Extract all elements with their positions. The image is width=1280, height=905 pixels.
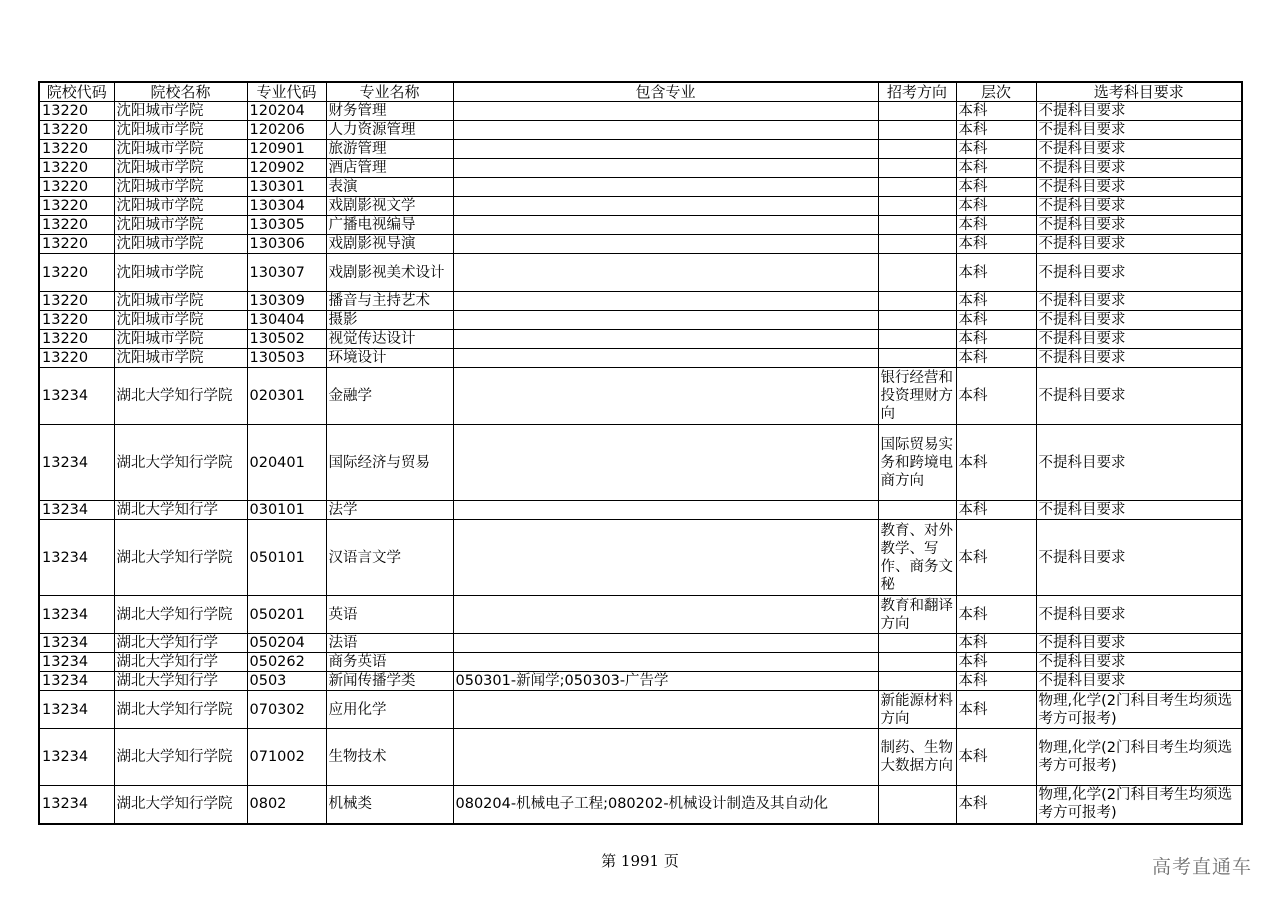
table-row (39, 501, 1242, 520)
cell-major-name: 戏剧影视美术设计 (326, 254, 453, 292)
cell-school-code: 13234 (39, 520, 114, 596)
cell-school-name: 沈阳城市学院 (114, 330, 247, 349)
cell-major-name: 法语 (326, 634, 453, 653)
cell-included-majors (453, 197, 878, 216)
cell-included-majors (453, 311, 878, 330)
header-subject-requirement: 选考科目要求 (1036, 82, 1242, 102)
cell-major-name: 戏剧影视文学 (326, 197, 453, 216)
cell-direction (878, 178, 956, 197)
cell-included-majors (453, 216, 878, 235)
cell-subject-requirement: 不提科目要求 (1036, 216, 1242, 235)
cell-major-code: 130304 (247, 197, 326, 216)
cell-subject-requirement: 不提科目要求 (1036, 425, 1242, 501)
cell-major-name: 戏剧影视导演 (326, 235, 453, 254)
cell-school-code: 13234 (39, 786, 114, 824)
cell-direction (878, 311, 956, 330)
cell-direction (878, 653, 956, 672)
cell-subject-requirement: 不提科目要求 (1036, 672, 1242, 691)
cell-school-code: 13220 (39, 121, 114, 140)
table-row (39, 197, 1242, 216)
cell-level: 本科 (956, 140, 1036, 159)
cell-major-code: 030101 (247, 501, 326, 520)
cell-level: 本科 (956, 368, 1036, 425)
cell-direction: 教育和翻译方向 (878, 596, 956, 634)
cell-subject-requirement: 不提科目要求 (1036, 235, 1242, 254)
cell-level: 本科 (956, 653, 1036, 672)
cell-major-name: 表演 (326, 178, 453, 197)
cell-included-majors (453, 292, 878, 311)
cell-included-majors (453, 520, 878, 596)
cell-major-name: 摄影 (326, 311, 453, 330)
cell-level: 本科 (956, 786, 1036, 824)
cell-subject-requirement: 不提科目要求 (1036, 634, 1242, 653)
table-row (39, 102, 1242, 121)
cell-major-code: 050101 (247, 520, 326, 596)
cell-included-majors: 080204-机械电子工程;080202-机械设计制造及其自动化 (453, 786, 878, 824)
cell-school-name: 沈阳城市学院 (114, 197, 247, 216)
cell-school-code: 13220 (39, 330, 114, 349)
table-row (39, 349, 1242, 368)
cell-major-code: 020401 (247, 425, 326, 501)
cell-major-code: 130307 (247, 254, 326, 292)
cell-subject-requirement: 不提科目要求 (1036, 178, 1242, 197)
cell-subject-requirement: 不提科目要求 (1036, 254, 1242, 292)
cell-school-name: 湖北大学知行学院 (114, 596, 247, 634)
cell-major-name: 法学 (326, 501, 453, 520)
cell-school-code: 13234 (39, 501, 114, 520)
cell-level: 本科 (956, 254, 1036, 292)
watermark: 高考直通车 (1151, 856, 1252, 878)
cell-school-code: 13234 (39, 425, 114, 501)
cell-level: 本科 (956, 520, 1036, 596)
table-row (39, 786, 1242, 824)
header-major-name: 专业名称 (326, 82, 453, 102)
cell-school-code: 13234 (39, 691, 114, 729)
cell-school-name: 沈阳城市学院 (114, 102, 247, 121)
cell-direction: 银行经营和投资理财方向 (878, 368, 956, 425)
cell-major-name: 新闻传播学类 (326, 672, 453, 691)
cell-school-name: 湖北大学知行学 (114, 501, 247, 520)
cell-major-name: 环境设计 (326, 349, 453, 368)
table-row (39, 634, 1242, 653)
cell-subject-requirement: 不提科目要求 (1036, 520, 1242, 596)
cell-included-majors (453, 501, 878, 520)
cell-direction (878, 140, 956, 159)
cell-level: 本科 (956, 121, 1036, 140)
table-row (39, 235, 1242, 254)
cell-school-code: 13234 (39, 729, 114, 786)
cell-included-majors (453, 102, 878, 121)
cell-major-code: 070302 (247, 691, 326, 729)
cell-included-majors (453, 159, 878, 178)
cell-major-name: 金融学 (326, 368, 453, 425)
cell-school-name: 沈阳城市学院 (114, 349, 247, 368)
cell-included-majors (453, 121, 878, 140)
cell-direction: 制药、生物大数据方向 (878, 729, 956, 786)
cell-level: 本科 (956, 102, 1036, 121)
cell-subject-requirement: 不提科目要求 (1036, 159, 1242, 178)
table-row (39, 330, 1242, 349)
cell-school-name: 湖北大学知行学院 (114, 786, 247, 824)
cell-major-code: 050204 (247, 634, 326, 653)
cell-included-majors (453, 425, 878, 501)
cell-school-name: 湖北大学知行学 (114, 672, 247, 691)
cell-level: 本科 (956, 729, 1036, 786)
cell-major-name: 英语 (326, 596, 453, 634)
table-row (39, 159, 1242, 178)
cell-subject-requirement: 不提科目要求 (1036, 596, 1242, 634)
cell-level: 本科 (956, 425, 1036, 501)
cell-school-name: 湖北大学知行学院 (114, 368, 247, 425)
cell-school-code: 13220 (39, 102, 114, 121)
cell-included-majors (453, 368, 878, 425)
cell-level: 本科 (956, 235, 1036, 254)
cell-major-code: 120901 (247, 140, 326, 159)
table-row (39, 425, 1242, 501)
cell-major-code: 130309 (247, 292, 326, 311)
cell-school-code: 13220 (39, 159, 114, 178)
cell-direction: 国际贸易实务和跨境电商方向 (878, 425, 956, 501)
cell-school-code: 13220 (39, 349, 114, 368)
cell-subject-requirement: 不提科目要求 (1036, 501, 1242, 520)
cell-school-name: 湖北大学知行学 (114, 653, 247, 672)
cell-major-name: 汉语言文学 (326, 520, 453, 596)
admission-table (38, 81, 1243, 825)
cell-major-code: 130301 (247, 178, 326, 197)
table-row (39, 254, 1242, 292)
cell-included-majors (453, 330, 878, 349)
cell-major-code: 120204 (247, 102, 326, 121)
cell-major-code: 0503 (247, 672, 326, 691)
cell-school-name: 沈阳城市学院 (114, 140, 247, 159)
cell-major-name: 人力资源管理 (326, 121, 453, 140)
cell-school-name: 湖北大学知行学院 (114, 425, 247, 501)
cell-direction (878, 235, 956, 254)
cell-school-name: 湖北大学知行学院 (114, 691, 247, 729)
cell-included-majors (453, 254, 878, 292)
cell-major-code: 130306 (247, 235, 326, 254)
cell-level: 本科 (956, 672, 1036, 691)
cell-direction (878, 159, 956, 178)
cell-major-code: 130503 (247, 349, 326, 368)
cell-level: 本科 (956, 349, 1036, 368)
cell-school-code: 13234 (39, 634, 114, 653)
cell-school-name: 沈阳城市学院 (114, 216, 247, 235)
cell-school-name: 沈阳城市学院 (114, 311, 247, 330)
header-school-code: 院校代码 (39, 82, 114, 102)
header-row (39, 82, 1242, 102)
cell-school-code: 13220 (39, 254, 114, 292)
cell-school-name: 沈阳城市学院 (114, 235, 247, 254)
cell-direction (878, 330, 956, 349)
cell-direction (878, 121, 956, 140)
cell-direction (878, 501, 956, 520)
table-row (39, 653, 1242, 672)
cell-school-name: 沈阳城市学院 (114, 254, 247, 292)
table-row (39, 520, 1242, 596)
cell-level: 本科 (956, 292, 1036, 311)
cell-major-name: 广播电视编导 (326, 216, 453, 235)
cell-subject-requirement: 物理,化学(2门科目考生均须选考方可报考) (1036, 729, 1242, 786)
cell-major-code: 130305 (247, 216, 326, 235)
header-major-code: 专业代码 (247, 82, 326, 102)
cell-major-name: 播音与主持艺术 (326, 292, 453, 311)
cell-direction: 教育、对外教学、写作、商务文秘 (878, 520, 956, 596)
cell-level: 本科 (956, 330, 1036, 349)
cell-major-code: 050201 (247, 596, 326, 634)
cell-school-code: 13220 (39, 216, 114, 235)
cell-included-majors (453, 178, 878, 197)
cell-school-code: 13234 (39, 596, 114, 634)
cell-subject-requirement: 不提科目要求 (1036, 330, 1242, 349)
cell-school-name: 湖北大学知行学院 (114, 729, 247, 786)
cell-major-code: 071002 (247, 729, 326, 786)
cell-subject-requirement: 不提科目要求 (1036, 368, 1242, 425)
cell-major-name: 国际经济与贸易 (326, 425, 453, 501)
cell-subject-requirement: 物理,化学(2门科目考生均须选考方可报考) (1036, 786, 1242, 824)
cell-major-code: 130404 (247, 311, 326, 330)
cell-direction (878, 786, 956, 824)
cell-level: 本科 (956, 634, 1036, 653)
cell-school-name: 湖北大学知行学 (114, 634, 247, 653)
cell-included-majors: 050301-新闻学;050303-广告学 (453, 672, 878, 691)
header-school-name: 院校名称 (114, 82, 247, 102)
cell-included-majors (453, 235, 878, 254)
cell-major-code: 0802 (247, 786, 326, 824)
cell-direction (878, 216, 956, 235)
cell-school-code: 13234 (39, 672, 114, 691)
table-row (39, 368, 1242, 425)
table-row (39, 311, 1242, 330)
cell-school-code: 13220 (39, 197, 114, 216)
header-included-majors: 包含专业 (453, 82, 878, 102)
cell-subject-requirement: 物理,化学(2门科目考生均须选考方可报考) (1036, 691, 1242, 729)
cell-school-code: 13220 (39, 178, 114, 197)
cell-direction (878, 254, 956, 292)
cell-level: 本科 (956, 216, 1036, 235)
cell-major-code: 020301 (247, 368, 326, 425)
table-row (39, 216, 1242, 235)
cell-level: 本科 (956, 501, 1036, 520)
cell-subject-requirement: 不提科目要求 (1036, 197, 1242, 216)
cell-school-name: 沈阳城市学院 (114, 121, 247, 140)
cell-subject-requirement: 不提科目要求 (1036, 140, 1242, 159)
cell-included-majors (453, 634, 878, 653)
cell-level: 本科 (956, 596, 1036, 634)
table-row (39, 691, 1242, 729)
cell-school-name: 沈阳城市学院 (114, 159, 247, 178)
cell-major-name: 生物技术 (326, 729, 453, 786)
table-row (39, 596, 1242, 634)
cell-included-majors (453, 596, 878, 634)
cell-school-code: 13234 (39, 653, 114, 672)
cell-level: 本科 (956, 159, 1036, 178)
cell-included-majors (453, 653, 878, 672)
cell-level: 本科 (956, 691, 1036, 729)
cell-school-code: 13234 (39, 368, 114, 425)
cell-subject-requirement: 不提科目要求 (1036, 349, 1242, 368)
cell-direction (878, 349, 956, 368)
cell-direction (878, 292, 956, 311)
cell-subject-requirement: 不提科目要求 (1036, 102, 1242, 121)
cell-school-name: 沈阳城市学院 (114, 292, 247, 311)
cell-subject-requirement: 不提科目要求 (1036, 653, 1242, 672)
table-row (39, 178, 1242, 197)
cell-major-name: 财务管理 (326, 102, 453, 121)
table-row (39, 121, 1242, 140)
cell-included-majors (453, 691, 878, 729)
cell-direction (878, 197, 956, 216)
cell-subject-requirement: 不提科目要求 (1036, 311, 1242, 330)
cell-school-name: 湖北大学知行学院 (114, 520, 247, 596)
cell-school-code: 13220 (39, 311, 114, 330)
cell-direction (878, 672, 956, 691)
cell-major-name: 机械类 (326, 786, 453, 824)
header-level: 层次 (956, 82, 1036, 102)
cell-major-name: 商务英语 (326, 653, 453, 672)
cell-major-code: 050262 (247, 653, 326, 672)
cell-major-name: 旅游管理 (326, 140, 453, 159)
cell-subject-requirement: 不提科目要求 (1036, 292, 1242, 311)
cell-direction (878, 634, 956, 653)
cell-direction (878, 102, 956, 121)
page-number: 第 1991 页 (601, 852, 679, 870)
cell-included-majors (453, 349, 878, 368)
cell-direction: 新能源材料方向 (878, 691, 956, 729)
cell-major-code: 120206 (247, 121, 326, 140)
cell-included-majors (453, 729, 878, 786)
table-row (39, 292, 1242, 311)
cell-school-name: 沈阳城市学院 (114, 178, 247, 197)
table-row (39, 140, 1242, 159)
header-direction: 招考方向 (878, 82, 956, 102)
cell-school-code: 13220 (39, 140, 114, 159)
cell-major-code: 130502 (247, 330, 326, 349)
cell-major-name: 酒店管理 (326, 159, 453, 178)
cell-school-code: 13220 (39, 235, 114, 254)
cell-subject-requirement: 不提科目要求 (1036, 121, 1242, 140)
cell-major-name: 视觉传达设计 (326, 330, 453, 349)
cell-level: 本科 (956, 311, 1036, 330)
table-row (39, 729, 1242, 786)
cell-school-code: 13220 (39, 292, 114, 311)
cell-level: 本科 (956, 178, 1036, 197)
cell-included-majors (453, 140, 878, 159)
table-row (39, 672, 1242, 691)
cell-major-name: 应用化学 (326, 691, 453, 729)
cell-level: 本科 (956, 197, 1036, 216)
cell-major-code: 120902 (247, 159, 326, 178)
